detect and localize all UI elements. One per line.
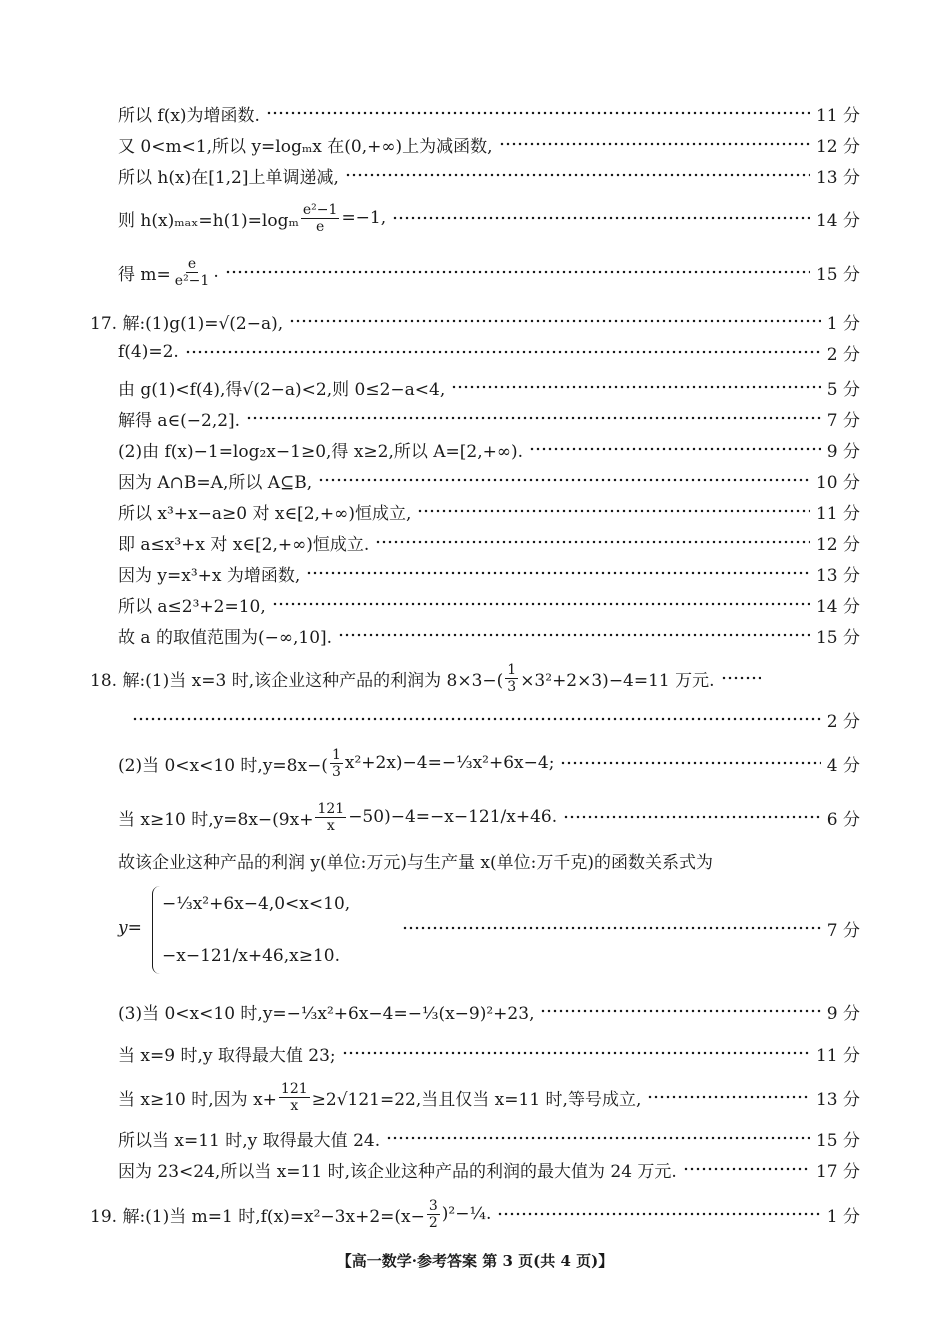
answer-line xyxy=(118,846,860,874)
leader-dots xyxy=(392,216,810,220)
line-text: x²+2x)−4=−⅓x²+6x−4; xyxy=(344,753,555,773)
line-text: −50)−4=−x−121/x+46. xyxy=(348,807,558,827)
answer-line xyxy=(118,559,860,587)
line-text: 因为 A∩B=A,所以 A⊆B, xyxy=(118,472,313,493)
answer-line xyxy=(90,307,860,335)
answer-line xyxy=(118,161,860,189)
answer-line xyxy=(118,705,860,733)
fraction: $\frac{e}{\text{e²−1}}$ xyxy=(174,255,210,289)
leader-dots xyxy=(560,761,820,765)
score: 4 分 xyxy=(826,755,860,776)
line-text: 所以 f(x)为增函数. xyxy=(118,105,260,126)
answer-line xyxy=(118,1155,860,1183)
answer-line xyxy=(118,99,860,127)
answer-line xyxy=(118,250,860,294)
leader-dots xyxy=(683,1167,810,1171)
score: 5 分 xyxy=(826,379,860,400)
leader-dots xyxy=(272,602,810,606)
line-text: (3)当 0<x<10 时,y=−⅓x²+6x−4=−⅓(x−9)²+23, xyxy=(118,1003,535,1024)
leader-dots xyxy=(540,1009,820,1013)
leader-dots xyxy=(529,447,821,451)
answer-line xyxy=(118,338,860,366)
leader-dots xyxy=(451,385,820,389)
leader-dots xyxy=(342,1051,810,1055)
line-text: 所以当 x=11 时,y 取得最大值 24. xyxy=(118,1130,381,1151)
leader-dots xyxy=(499,142,810,146)
answer-line xyxy=(118,1124,860,1152)
line-text: 所以 a≤2³+2=10, xyxy=(118,596,266,617)
line-text: (2)由 f(x)−1=log₂x−1≥0,得 x≥2,所以 A=[2,+∞). xyxy=(118,441,524,462)
line-text: ≥2√121=22,当且仅当 x=11 时,等号成立, xyxy=(311,1089,642,1110)
score: 13 分 xyxy=(815,1089,860,1110)
answer-line xyxy=(118,130,860,158)
answer-line xyxy=(90,656,860,700)
line-text: 故 a 的取值范围为(−∞,10]. xyxy=(118,627,333,648)
score: 11 分 xyxy=(815,1045,860,1066)
leader-dots xyxy=(306,571,810,575)
leader-dots xyxy=(289,319,821,323)
score: 11 分 xyxy=(815,105,860,126)
leader-dots xyxy=(132,717,821,721)
line-text: 当 x=9 时,y 取得最大值 23; xyxy=(118,1045,336,1066)
line-text: 由 g(1)<f(4),得√(2−a)<2,则 0≤2−a<4, xyxy=(118,379,446,400)
leader-dots xyxy=(185,350,821,354)
answer-line xyxy=(118,741,860,785)
answer-line xyxy=(118,1039,860,1067)
line-text: 故该企业这种产品的利润 y(单位:万元)与生产量 x(单位:万千克)的函数关系式为 xyxy=(118,852,713,873)
page-footer: 【高一数学·参考答案 第 3 页(共 4 页)】 xyxy=(336,1252,614,1270)
score: 2 分 xyxy=(826,711,860,732)
piecewise-case: −⅓x²+6x−4,0<x<10, xyxy=(162,894,351,914)
score: 14 分 xyxy=(815,210,860,231)
line-text: 19. 解:(1)当 m=1 时,f(x)=x²−3x+2=(x− xyxy=(90,1206,425,1227)
piecewise-case: −x−121/x+46,x≥10. xyxy=(162,946,340,966)
score: 9 分 xyxy=(826,1003,860,1024)
leader-dots xyxy=(647,1095,810,1099)
score: 15 分 xyxy=(815,1130,860,1151)
leader-dots xyxy=(345,173,810,177)
score: 2 分 xyxy=(826,344,860,365)
piecewise-lhs: y= xyxy=(118,918,142,938)
score: 15 分 xyxy=(815,627,860,648)
line-text: 解得 a∈(−2,2]. xyxy=(118,410,241,431)
fraction: $\frac{\text{e²−1}}{e}$ xyxy=(302,201,338,235)
leader-dots xyxy=(318,478,810,482)
line-text: . xyxy=(213,262,219,282)
answer-line xyxy=(118,621,860,649)
answer-line xyxy=(118,196,860,240)
answer-line xyxy=(118,373,860,401)
answer-line xyxy=(118,435,860,463)
line-text: 当 x≥10 时,因为 x+ xyxy=(118,1089,277,1110)
leader-dots xyxy=(721,676,761,680)
line-text: 所以 x³+x−a≥0 对 x∈[2,+∞)恒成立, xyxy=(118,503,412,524)
line-text: )²−¼. xyxy=(441,1204,492,1224)
score: 11 分 xyxy=(815,503,860,524)
answer-line xyxy=(118,795,860,839)
line-text: 则 h(x)ₘₐₓ=h(1)=logₘ xyxy=(118,210,299,231)
score: 10 分 xyxy=(815,472,860,493)
line-text: 因为 y=x³+x 为增函数, xyxy=(118,565,301,586)
line-text: f(4)=2. xyxy=(118,342,179,362)
line-text: ×3²+2×3)−4=11 万元. xyxy=(520,670,715,691)
score: 7 分 xyxy=(826,410,860,431)
line-text: 18. 解:(1)当 x=3 时,该企业这种产品的利润为 8×3−( xyxy=(90,670,504,691)
line-text: 得 m= xyxy=(118,264,171,285)
leader-dots xyxy=(402,926,822,930)
score: 13 分 xyxy=(815,565,860,586)
line-text: 当 x≥10 时,y=8x−(9x+ xyxy=(118,809,314,830)
answer-line xyxy=(90,1192,860,1236)
line-text: 所以 h(x)在[1,2]上单调递减, xyxy=(118,167,339,188)
line-text: 即 a≤x³+x 对 x∈[2,+∞)恒成立. xyxy=(118,534,370,555)
leader-dots xyxy=(246,416,821,420)
fraction: $\frac{1}{3}$ xyxy=(507,661,517,695)
answer-line xyxy=(118,404,860,432)
answer-line xyxy=(118,497,860,525)
fraction: $\frac{1}{3}$ xyxy=(331,746,341,780)
score: 9 分 xyxy=(826,441,860,462)
line-text: 17. 解:(1)g(1)=√(2−a), xyxy=(90,313,284,334)
leader-dots xyxy=(386,1136,810,1140)
score: 15 分 xyxy=(815,264,860,285)
score: 14 分 xyxy=(815,596,860,617)
fraction: $\frac{121}{x}$ xyxy=(280,1080,308,1114)
leader-dots xyxy=(417,509,810,513)
leader-dots xyxy=(225,270,810,274)
score: 13 分 xyxy=(815,167,860,188)
score: 6 分 xyxy=(826,809,860,830)
leader-dots xyxy=(338,633,810,637)
answer-line xyxy=(118,1075,860,1119)
leader-dots xyxy=(266,111,810,115)
score: 1 分 xyxy=(826,1206,860,1227)
score: 1 分 xyxy=(826,313,860,334)
answer-line xyxy=(118,997,860,1025)
answer-line xyxy=(118,466,860,494)
fraction: $\frac{121}{x}$ xyxy=(317,800,345,834)
score: 12 分 xyxy=(815,136,860,157)
line-text: (2)当 0<x<10 时,y=8x−( xyxy=(118,755,328,776)
answer-line xyxy=(118,528,860,556)
line-text: 又 0<m<1,所以 y=logₘx 在(0,+∞)上为减函数, xyxy=(118,136,493,157)
answer-line xyxy=(118,590,860,618)
line-text: =−1, xyxy=(341,208,387,228)
score: 7 分 xyxy=(826,921,860,941)
leader-dots xyxy=(497,1212,820,1216)
leader-dots xyxy=(563,815,821,819)
leader-dots xyxy=(375,540,810,544)
piecewise-function xyxy=(118,882,860,978)
line-text: 因为 23<24,所以当 x=11 时,该企业这种产品的利润的最大值为 24 万元. xyxy=(118,1161,677,1182)
score: 17 分 xyxy=(815,1161,860,1182)
fraction: $\frac{3}{2}$ xyxy=(428,1197,438,1231)
score: 12 分 xyxy=(815,534,860,555)
